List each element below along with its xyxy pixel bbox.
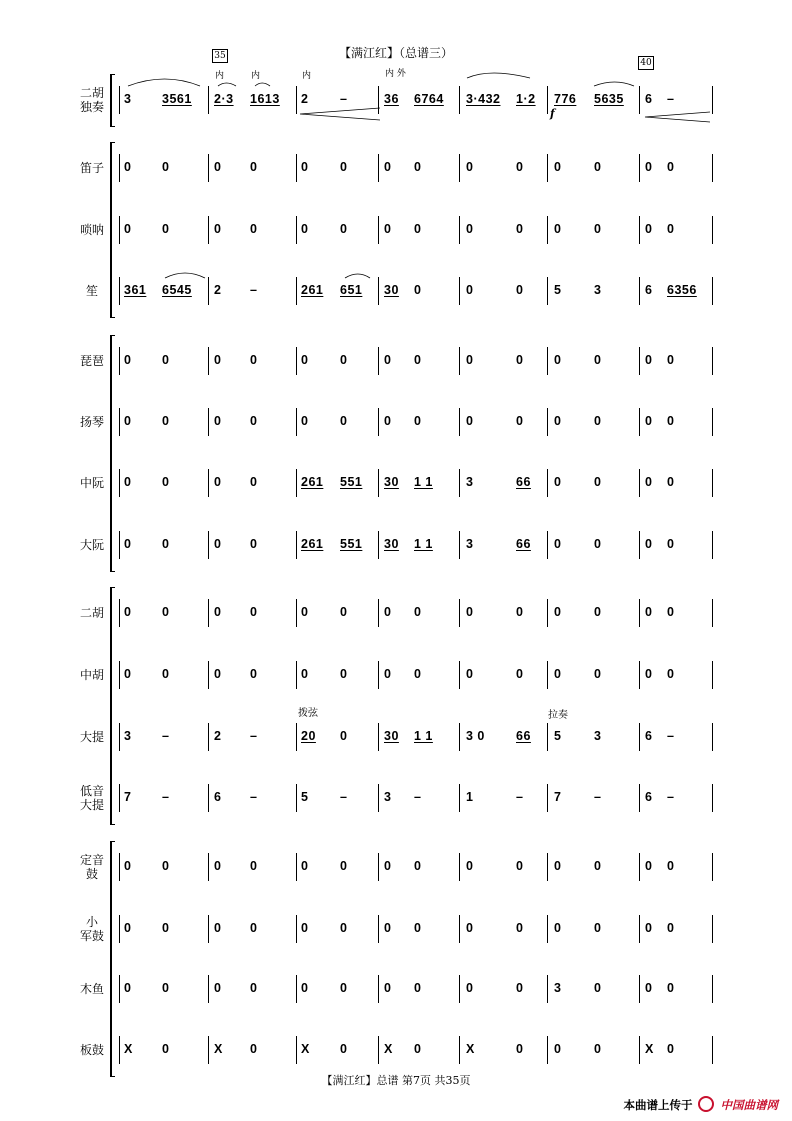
note-cell: 0	[414, 921, 422, 935]
note-cell: 0	[384, 605, 392, 619]
note-cell: 1613	[250, 92, 280, 106]
note-cell: 0	[162, 981, 170, 995]
note-cell: 7	[554, 790, 562, 804]
staff-label: 中胡	[79, 668, 104, 682]
note-cell: 0	[340, 729, 348, 743]
note-cell: 0	[667, 537, 675, 551]
staff-label: 扬琴	[79, 415, 104, 429]
note-cell: 0	[594, 475, 602, 489]
note-cell: 0	[414, 667, 422, 681]
note-cell: 0	[466, 605, 474, 619]
note-cell: 0	[384, 160, 392, 174]
annotation-inner-outer: 内 外	[385, 69, 406, 79]
note-cell: 0	[250, 1042, 258, 1056]
note-cell: 0	[594, 981, 602, 995]
note-cell: 20	[301, 729, 316, 743]
note-cell: X	[384, 1042, 393, 1056]
note-cell: 7	[124, 790, 132, 804]
note-cell: 0	[516, 353, 524, 367]
note-cell: 0	[516, 605, 524, 619]
note-cell: 0	[214, 160, 222, 174]
note-cell: 0	[516, 1042, 524, 1056]
note-cell: 30	[384, 475, 399, 489]
note-cell: 0	[384, 667, 392, 681]
note-cell: 0	[667, 981, 675, 995]
note-cell: 0	[554, 537, 562, 551]
note-cell: 0	[250, 981, 258, 995]
note-cell: 0	[301, 859, 309, 873]
note-cell: 0	[414, 283, 422, 297]
note-cell: 361	[124, 283, 147, 297]
note-cell: 3·432	[466, 92, 501, 106]
staff-label: 木鱼	[79, 982, 104, 996]
note-cell: –	[667, 92, 675, 106]
staff-label: 大阮	[79, 538, 104, 552]
staff-label: 二胡	[79, 606, 104, 620]
note-cell: X	[301, 1042, 310, 1056]
note-cell: 0	[554, 605, 562, 619]
note-cell: –	[667, 790, 675, 804]
note-cell: 3 0	[466, 729, 485, 743]
note-cell: 0	[594, 667, 602, 681]
note-cell: 0	[645, 160, 653, 174]
annotation-inner-2: 内	[251, 71, 261, 81]
note-cell: 0	[645, 414, 653, 428]
note-cell: 2	[214, 729, 222, 743]
note-cell: 3	[466, 537, 474, 551]
note-cell: X	[645, 1042, 654, 1056]
note-cell: 0	[340, 160, 348, 174]
note-cell: 0	[301, 981, 309, 995]
note-cell: 0	[384, 222, 392, 236]
dynamic-forte: f	[550, 107, 555, 120]
note-cell: –	[414, 790, 422, 804]
note-cell: 776	[554, 92, 577, 106]
note-cell: 0	[466, 859, 474, 873]
note-cell: 5	[554, 283, 562, 297]
note-cell: 0	[162, 1042, 170, 1056]
note-cell: 6356	[667, 283, 697, 297]
note-cell: 0	[214, 475, 222, 489]
note-cell: 0	[667, 667, 675, 681]
staff-label: 板鼓	[79, 1043, 104, 1057]
note-cell: 2	[301, 92, 309, 106]
note-cell: 0	[516, 921, 524, 935]
note-cell: 0	[516, 859, 524, 873]
note-cell: –	[516, 790, 524, 804]
note-cell: 3	[124, 729, 132, 743]
note-cell: 0	[214, 222, 222, 236]
annotation-inner-1: 内	[215, 71, 225, 81]
note-cell: 0	[214, 605, 222, 619]
note-cell: 0	[250, 537, 258, 551]
note-cell: 0	[645, 667, 653, 681]
note-cell: 36	[384, 92, 399, 106]
measure-number-35: 35	[212, 49, 228, 63]
note-cell: 0	[645, 859, 653, 873]
note-cell: 0	[162, 537, 170, 551]
note-cell: 0	[414, 859, 422, 873]
note-cell: 0	[554, 1042, 562, 1056]
note-cell: 651	[340, 283, 363, 297]
staff-label: 大提	[79, 730, 104, 744]
note-cell: 0	[667, 222, 675, 236]
note-cell: 0	[301, 222, 309, 236]
note-cell: X	[124, 1042, 133, 1056]
note-cell: –	[250, 729, 258, 743]
note-cell: 0	[554, 475, 562, 489]
note-cell: 0	[250, 475, 258, 489]
note-cell: 0	[301, 353, 309, 367]
note-cell: 0	[667, 160, 675, 174]
annotation-inner-3: 内	[302, 71, 312, 81]
note-cell: 0	[214, 859, 222, 873]
note-cell: 0	[466, 160, 474, 174]
note-cell: 0	[124, 921, 132, 935]
brand-logo-text: 中国曲谱网	[720, 1098, 778, 1112]
note-cell: –	[594, 790, 602, 804]
note-cell: 0	[340, 222, 348, 236]
note-cell: 0	[250, 414, 258, 428]
note-cell: 261	[301, 283, 324, 297]
note-cell: 0	[414, 414, 422, 428]
note-cell: 0	[554, 222, 562, 236]
site-brand	[623, 1096, 778, 1113]
note-cell: 0	[667, 353, 675, 367]
note-cell: 0	[667, 475, 675, 489]
note-cell: 0	[384, 353, 392, 367]
note-cell: 0	[466, 414, 474, 428]
note-cell: 3	[594, 729, 602, 743]
note-cell: –	[162, 790, 170, 804]
note-cell: 6	[645, 283, 653, 297]
note-cell: 0	[594, 222, 602, 236]
note-cell: 0	[250, 921, 258, 935]
note-cell: –	[340, 790, 348, 804]
note-cell: 0	[340, 981, 348, 995]
note-cell: 0	[645, 537, 653, 551]
note-cell: 0	[466, 667, 474, 681]
note-cell: 0	[162, 160, 170, 174]
note-cell: 0	[667, 921, 675, 935]
staff-label: 笙	[85, 284, 98, 298]
note-cell: 0	[124, 537, 132, 551]
staff-label: 笛子	[79, 161, 104, 175]
note-cell: 0	[124, 859, 132, 873]
note-cell: 0	[124, 414, 132, 428]
note-cell: 0	[162, 353, 170, 367]
note-cell: 6764	[414, 92, 444, 106]
note-cell: 0	[124, 222, 132, 236]
brand-prefix: 本曲谱上传于	[623, 1098, 693, 1112]
note-cell: 0	[667, 1042, 675, 1056]
note-cell: 66	[516, 537, 531, 551]
note-cell: 0	[214, 353, 222, 367]
note-cell: 0	[340, 414, 348, 428]
note-cell: 0	[414, 160, 422, 174]
note-cell: 0	[645, 222, 653, 236]
note-cell: 0	[214, 414, 222, 428]
note-cell: 0	[340, 605, 348, 619]
note-cell: 0	[554, 414, 562, 428]
note-cell: 30	[384, 729, 399, 743]
note-cell: 0	[124, 667, 132, 681]
note-cell: 0	[250, 605, 258, 619]
note-cell: 0	[554, 859, 562, 873]
note-cell: 0	[214, 667, 222, 681]
staff-label: 中阮	[79, 476, 104, 490]
note-cell: –	[162, 729, 170, 743]
note-cell: 6	[645, 790, 653, 804]
note-cell: 0	[250, 667, 258, 681]
note-cell: 0	[384, 921, 392, 935]
note-cell: 6	[214, 790, 222, 804]
note-cell: 5	[554, 729, 562, 743]
note-cell: 0	[162, 605, 170, 619]
note-cell: 261	[301, 475, 324, 489]
note-cell: 3	[124, 92, 132, 106]
staff-label: 小 军鼓	[79, 915, 104, 943]
note-cell: 0	[645, 981, 653, 995]
note-cell: 3	[594, 283, 602, 297]
note-cell: 0	[645, 475, 653, 489]
annotation-bow: 拉奏	[548, 710, 568, 721]
note-cell: 0	[340, 667, 348, 681]
note-cell: –	[250, 790, 258, 804]
staff-label: 低音 大提	[79, 784, 104, 812]
note-cell: 0	[466, 981, 474, 995]
note-cell: 0	[466, 353, 474, 367]
note-cell: 0	[162, 222, 170, 236]
note-cell: 0	[554, 921, 562, 935]
note-cell: 0	[250, 160, 258, 174]
staff-label: 二胡 独奏	[79, 86, 104, 114]
note-cell: 0	[466, 222, 474, 236]
note-cell: 0	[301, 160, 309, 174]
note-cell: 0	[301, 667, 309, 681]
note-cell: 30	[384, 537, 399, 551]
note-cell: 0	[414, 353, 422, 367]
note-cell: 0	[250, 859, 258, 873]
note-cell: 0	[124, 981, 132, 995]
page-footer: 【满江红】总谱 第7页 共35页	[321, 1074, 471, 1087]
note-cell: 1	[466, 790, 474, 804]
note-cell: 2	[214, 283, 222, 297]
note-cell: 5635	[594, 92, 624, 106]
staff-label: 唢呐	[79, 223, 104, 237]
note-cell: 0	[214, 921, 222, 935]
note-cell: 0	[594, 605, 602, 619]
note-cell: 0	[516, 222, 524, 236]
note-cell: 0	[414, 1042, 422, 1056]
note-cell: 0	[594, 414, 602, 428]
measure-number-40: 40	[638, 56, 654, 70]
note-cell: 0	[124, 605, 132, 619]
note-cell: 0	[250, 353, 258, 367]
note-cell: 0	[645, 605, 653, 619]
staff-label: 琵琶	[79, 354, 104, 368]
note-cell: 3	[384, 790, 392, 804]
note-cell: 1 1	[414, 537, 433, 551]
note-cell: 0	[554, 353, 562, 367]
note-cell: –	[250, 283, 258, 297]
note-cell: 0	[384, 981, 392, 995]
note-cell: 0	[162, 921, 170, 935]
note-cell: 0	[554, 160, 562, 174]
note-cell: 0	[414, 222, 422, 236]
note-cell: 0	[162, 859, 170, 873]
note-cell: 6	[645, 92, 653, 106]
note-cell: 0	[162, 667, 170, 681]
note-cell: 5	[301, 790, 309, 804]
note-cell: 0	[340, 921, 348, 935]
note-cell: 0	[594, 160, 602, 174]
note-cell: 3561	[162, 92, 192, 106]
note-cell: 66	[516, 475, 531, 489]
note-cell: 1·2	[516, 92, 536, 106]
note-cell: 0	[516, 981, 524, 995]
note-cell: 0	[301, 414, 309, 428]
note-cell: 0	[124, 160, 132, 174]
note-cell: 0	[340, 859, 348, 873]
note-cell: 0	[384, 859, 392, 873]
note-cell: 6	[645, 729, 653, 743]
note-cell: 1 1	[414, 729, 433, 743]
note-cell: 0	[554, 667, 562, 681]
note-cell: X	[466, 1042, 475, 1056]
annotation-pluck: 拨弦	[298, 708, 318, 719]
note-cell: 0	[594, 353, 602, 367]
note-cell: 0	[667, 414, 675, 428]
note-cell: 6545	[162, 283, 192, 297]
note-cell: 2·3	[214, 92, 234, 106]
note-cell: 0	[124, 475, 132, 489]
note-cell: 0	[214, 981, 222, 995]
note-cell: 0	[414, 981, 422, 995]
note-cell: 0	[594, 859, 602, 873]
note-cell: 0	[214, 537, 222, 551]
note-cell: 1 1	[414, 475, 433, 489]
note-cell: 0	[594, 921, 602, 935]
note-cell: 0	[667, 605, 675, 619]
note-cell: 0	[340, 353, 348, 367]
note-cell: 0	[645, 921, 653, 935]
note-cell: 551	[340, 537, 363, 551]
note-cell: 0	[340, 1042, 348, 1056]
note-cell: 0	[301, 605, 309, 619]
note-cell: 0	[466, 921, 474, 935]
score-title: 【满江红】（总谱三）	[338, 46, 453, 60]
note-cell: 0	[516, 160, 524, 174]
note-cell: 0	[384, 414, 392, 428]
note-cell: 0	[667, 859, 675, 873]
note-cell: 66	[516, 729, 531, 743]
note-cell: 0	[516, 414, 524, 428]
note-cell: –	[667, 729, 675, 743]
note-cell: 0	[124, 353, 132, 367]
note-cell: 0	[162, 414, 170, 428]
note-cell: 3	[466, 475, 474, 489]
note-cell: 0	[516, 283, 524, 297]
note-cell: 3	[554, 981, 562, 995]
note-cell: –	[340, 92, 348, 106]
note-cell: X	[214, 1042, 223, 1056]
note-cell: 0	[645, 353, 653, 367]
note-cell: 0	[516, 667, 524, 681]
note-cell: 0	[594, 1042, 602, 1056]
note-cell: 0	[250, 222, 258, 236]
note-cell: 0	[466, 283, 474, 297]
staff-label: 定音 鼓	[79, 853, 104, 881]
note-cell: 0	[594, 537, 602, 551]
note-cell: 261	[301, 537, 324, 551]
note-cell: 0	[414, 605, 422, 619]
note-cell: 0	[162, 475, 170, 489]
note-cell: 30	[384, 283, 399, 297]
note-cell: 551	[340, 475, 363, 489]
note-cell: 0	[301, 921, 309, 935]
brand-logo-icon	[698, 1096, 714, 1112]
